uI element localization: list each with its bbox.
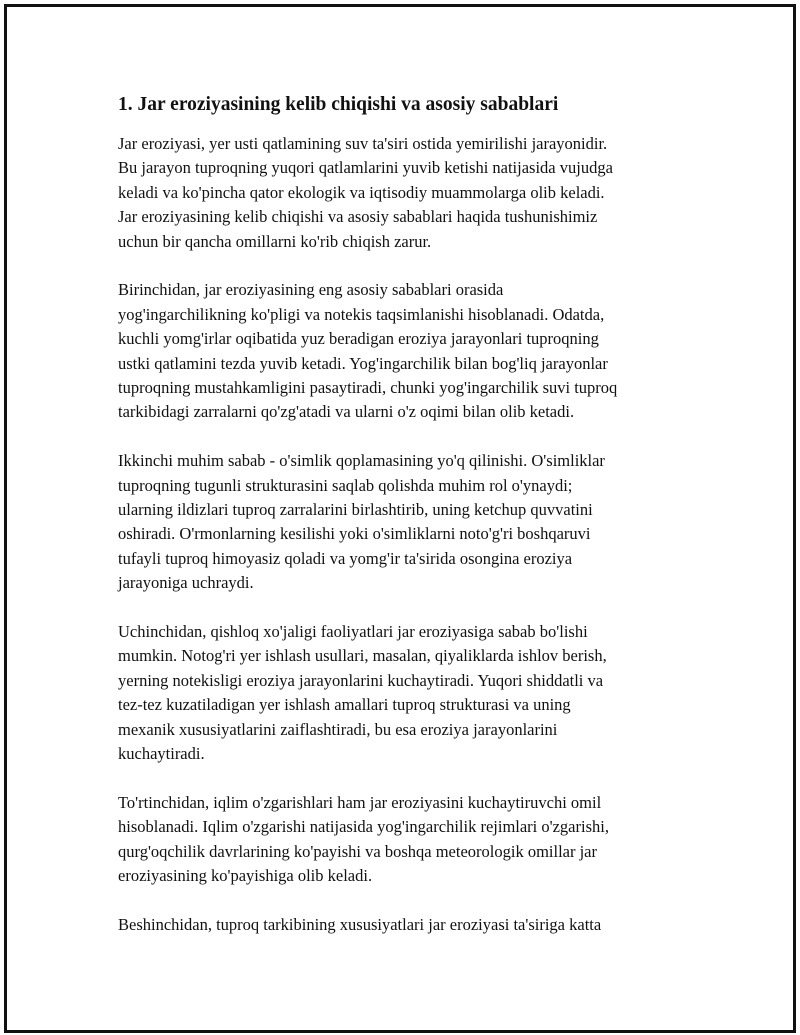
text-line: kuchaytiradi. [118,744,205,764]
text-line: kuchli yomg'irlar oqibatida yuz beradigan eroziya jarayonlari tuproqning [118,329,599,349]
text-line: Ikkinchi muhim sabab - o'simlik qoplamasining yo'q qilinishi. O'simliklar [118,451,605,471]
text-line: Beshinchidan, tuproq tarkibining xususiyatlari jar eroziyasi ta'siriga katta [118,914,602,934]
text-line: yerning notekisligi eroziya jarayonlarini kuchaytiradi. Yuqori shiddatli va [118,670,604,690]
text-line: ularning ildizlari tuproq zarralarini birlashtirib, uning ketchup quvvatini [118,500,593,520]
text-line: tuproqning tugunli strukturasini saqlab qolishda muhim rol o'ynaydi; [118,475,573,495]
paragraph-6 [118,913,678,937]
text-line: qurg'oqchilik davrlarining ko'payishi va boshqa meteorologik omillar jar [118,841,597,861]
text-line: jarayoniga uchraydi. [118,573,254,593]
text-line: To'rtinchidan, iqlim o'zgarishlari ham jar eroziyasini kuchaytiruvchi omil [118,792,602,812]
text-line: Jar eroziyasi, yer usti qatlamining suv ta'siri ostida yemirilishi jarayonidir. [118,134,608,153]
paragraph-5 [118,791,678,889]
text-line: uchun bir qancha omillarni ko'rib chiqish zarur. [118,231,432,251]
text-line: mexanik xususiyatlarini zaiflashtiradi, bu esa eroziya jarayonlarini [118,719,558,739]
paragraph-3 [118,449,678,595]
text-line: tez-tez kuzatiladigan yer ishlash amallari tuproq strukturasi va uning [118,695,571,715]
document-body [118,92,678,962]
paragraph-1 [118,132,678,254]
text-line: Uchinchidan, qishloq xo'jaligi faoliyatlari jar eroziyasiga sabab bo'lishi [118,622,588,642]
section-title: 1. Jar eroziyasining kelib chiqishi va asosiy sabablari [118,94,559,115]
text-line: ustki qatlamini tezda yuvib ketadi. Yog'ingarchilik bilan bog'liq jarayonlar [118,353,608,373]
paragraph-4 [118,620,678,766]
text-line: eroziyasining ko'payishiga olib keladi. [118,866,373,886]
text-line: Jar eroziyasining kelib chiqishi va asosiy sabablari haqida tushunishimiz [118,207,598,227]
text-line: yog'ingarchilikning ko'pligi va notekis taqsimlanishi hisoblanadi. Odatda, [118,304,605,324]
text-line: Bu jarayon tuproqning yuqori qatlamlarini yuvib ketishi natijasida vujudga [118,158,613,178]
text-line: Birinchidan, jar eroziyasining eng asosiy sabablari orasida [118,280,504,300]
text-line: hisoblanadi. Iqlim o'zgarishi natijasida yog'ingarchilik rejimlari o'zgarishi, [118,817,609,837]
text-line: keladi va ko'pincha qator ekologik va iqtisodiy muammolarga olib keladi. [118,182,605,202]
text-line: oshiradi. O'rmonlarning kesilishi yoki o'simliklarni noto'g'ri boshqaruvi [118,524,591,544]
paragraph-2 [118,278,678,424]
text-line: tufayli tuproq himoyasiz qoladi va yomg'ir ta'sirida osongina eroziya [118,548,573,568]
text-line: tuproqning mustahkamligini pasaytiradi, chunki yog'ingarchilik suvi tuproq [118,378,618,398]
text-line: tarkibidagi zarralarni qo'zg'atadi va ularni o'z oqimi bilan olib ketadi. [118,402,575,422]
text-line: mumkin. Notog'ri yer ishlash usullari, masalan, qiyaliklarda ishlov berish, [118,646,607,666]
